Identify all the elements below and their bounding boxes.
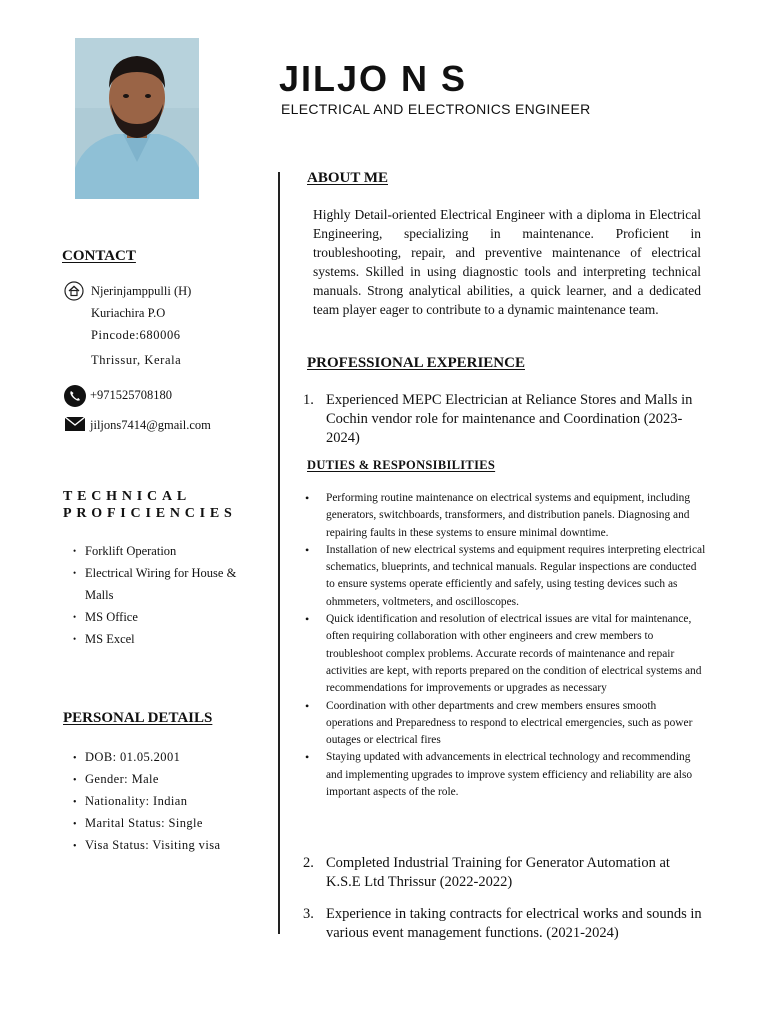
skill-item: • Forklift Operation (73, 540, 236, 562)
skill-item: • MS Office (73, 606, 236, 628)
experience-heading: PROFESSIONAL EXPERIENCE (307, 355, 525, 371)
personal-item: • Nationality: Indian (73, 790, 220, 812)
candidate-name: JILJO N S (279, 58, 468, 99)
address-line: Thrissur, Kerala (91, 353, 182, 367)
personal-item: • Visa Status: Visiting visa (73, 834, 220, 856)
address-line: Kuriachira P.O (91, 306, 166, 320)
profile-photo (75, 38, 199, 199)
envelope-icon (65, 417, 85, 431)
address-line: Njerinjamppulli (H) (91, 284, 192, 298)
about-heading: ABOUT ME (307, 170, 388, 186)
duties-heading: DUTIES & RESPONSIBILITIES (307, 458, 496, 472)
contact-heading: CONTACT (62, 248, 136, 264)
job-text: Experienced MEPC Electrician at Reliance Stores and Malls in Cochin vendor role for maintenance and Coordination (2023-2024) (326, 392, 693, 446)
duty-item: • Staying updated with advancements in electrical technology and recommending and implementing upgrades to improve system efficiency and reliability are also important aspects of the role. (326, 749, 706, 801)
column-divider (278, 172, 280, 934)
technical-heading (63, 488, 237, 522)
contact-phone[interactable]: +971525708180 (90, 388, 173, 402)
technical-heading-line2: PROFICIENCIES (63, 506, 237, 521)
home-icon (64, 281, 84, 301)
address-line: Pincode:680006 (91, 328, 181, 342)
personal-item: • Gender: Male (73, 768, 220, 790)
job-text: Completed Industrial Training for Generator Automation at K.S.E Ltd Thrissur (2022-2022) (326, 855, 670, 890)
duty-item: • Quick identification and resolution of electrical issues are vital for maintenance, often requiring collaboration with other engineers and crew members to troubleshoot complex problems. Accurate records of maintenance and repair activities are kept, with reports prepared on the condition of electrical systems and recommendations for improvements or upgrades as necessary (326, 611, 706, 697)
job-item (303, 905, 713, 943)
personal-heading: PERSONAL DETAILS (63, 710, 213, 726)
job-number: 3. (303, 906, 314, 922)
skills-list (73, 540, 236, 650)
candidate-title: ELECTRICAL AND ELECTRONICS ENGINEER (281, 101, 591, 117)
job-number: 1. (303, 392, 314, 408)
job-number: 2. (303, 855, 314, 871)
personal-item: • DOB: 01.05.2001 (73, 746, 220, 768)
duty-item: • Performing routine maintenance on electrical systems and equipment, including generators, switchboards, transformers, and distribution panels. Diagnosing and repairing faults in these systems to ensure minimal downtime. (326, 490, 706, 542)
skill-item (73, 584, 236, 606)
technical-heading-line1: TECHNICAL (63, 489, 191, 504)
duties-list (326, 490, 706, 801)
skill-item: • Electrical Wiring for House & (73, 562, 236, 584)
skill-item-continued: Malls (85, 588, 114, 602)
contact-address (91, 283, 191, 374)
job-text: Experience in taking contracts for electrical works and sounds in various event management functions. (2021-2024) (326, 906, 702, 941)
duty-item: • Coordination with other departments and crew members ensures smooth operations and Preparedness to respond to electrical emergencies, such as power outages or electrical fires (326, 698, 706, 750)
contact-email[interactable]: jiljons7414@gmail.com (90, 418, 211, 432)
about-text: Highly Detail-oriented Electrical Engineer with a diploma in Electrical Engineering, specializing in maintenance. Proficient in troubleshooting, repair, and preventive maintenance of electrical systems. Skilled in using diagnostic tools and interpreting technical manuals. Strong analytical abilities, a quick learner, and a dedicated team player eager to contribute to a dynamic maintenance team. (313, 207, 701, 317)
personal-list (73, 746, 220, 856)
duty-item: • Installation of new electrical systems and equipment requires interpreting electrical schematics, blueprints, and technical manuals. Regular inspections are conducted to ensure systems operate efficiently and safely, using testing devices such as ohmmeters, voltmeters, and oscilloscopes. (326, 542, 706, 611)
phone-icon (64, 385, 86, 407)
personal-item: • Marital Status: Single (73, 812, 220, 834)
skill-item: • MS Excel (73, 628, 236, 650)
job-item (303, 854, 703, 892)
job-item (303, 391, 713, 448)
